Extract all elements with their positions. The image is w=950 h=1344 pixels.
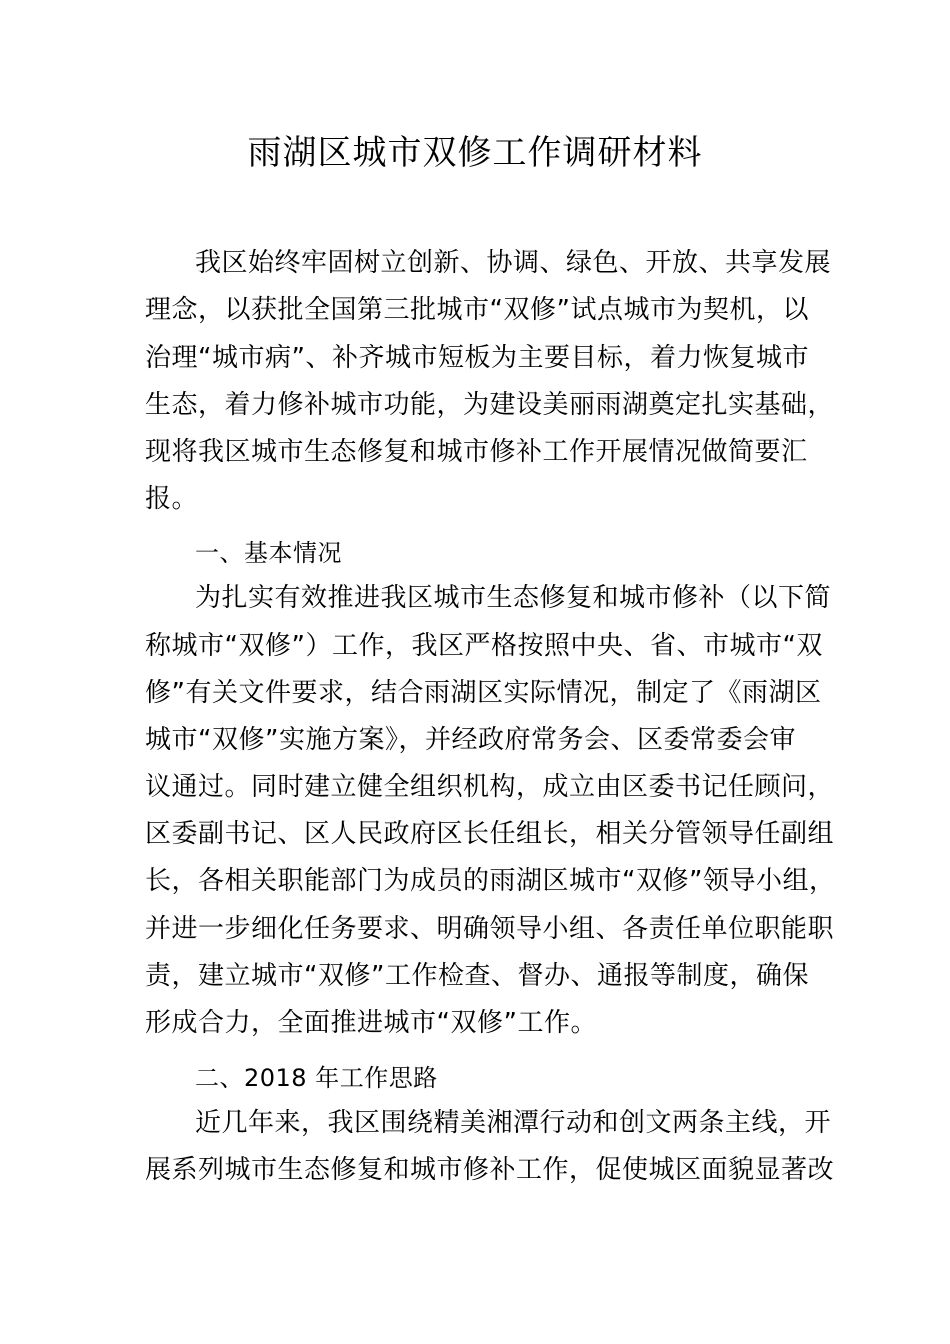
- paragraph-line: 生态，着力修补城市功能，为建设美丽雨湖奠定扎实基础，: [145, 390, 835, 420]
- paragraph-line: 现将我区城市生态修复和城市修补工作开展情况做简要汇: [145, 437, 808, 467]
- paragraph-line: 责，建立城市“双修”工作检查、督办、通报等制度，确保: [145, 961, 809, 991]
- paragraph-line: 报。: [145, 484, 199, 514]
- paragraph-line: 展系列城市生态修复和城市修补工作，促使城区面貌显著改: [145, 1155, 835, 1185]
- document-title: 雨湖区城市双修工作调研材料: [247, 133, 703, 173]
- paragraph-line: 城市“双修”实施方案》，并经政府常务会、区委常委会审: [145, 725, 796, 755]
- paragraph-line: 为扎实有效推进我区城市生态修复和城市修补（以下简: [195, 583, 832, 613]
- paragraph-line: 长，各相关职能部门为成员的雨湖区城市“双修”领导小组，: [145, 866, 836, 896]
- paragraph-line: 治理“城市病”、补齐城市短板为主要目标，着力恢复城市: [145, 343, 809, 373]
- paragraph-line: 修”有关文件要求，结合雨湖区实际情况，制定了《雨湖区: [145, 678, 822, 708]
- paragraph-line: 近几年来，我区围绕精美湘潭行动和创文两条主线，开: [195, 1108, 832, 1138]
- paragraph-line: 并进一步细化任务要求、明确领导小组、各责任单位职能职: [145, 914, 835, 944]
- paragraph-line: 理念，以获批全国第三批城市“双修”试点城市为契机，以: [145, 295, 809, 325]
- section-heading: 一、基本情况: [195, 539, 342, 567]
- paragraph-line: 形成合力，全面推进城市“双修”工作。: [145, 1008, 597, 1038]
- paragraph-line: 区委副书记、区人民政府区长任组长，相关分管领导任副组: [145, 819, 835, 849]
- paragraph-line: 我区始终牢固树立创新、协调、绿色、开放、共享发展: [195, 248, 832, 278]
- paragraph-line: 称城市“双修”）工作，我区严格按照中央、省、市城市“双: [145, 631, 823, 661]
- paragraph-line: 议通过。同时建立健全组织机构，成立由区委书记任顾问，: [145, 772, 835, 802]
- section-heading: 二、2018 年工作思路: [195, 1064, 438, 1092]
